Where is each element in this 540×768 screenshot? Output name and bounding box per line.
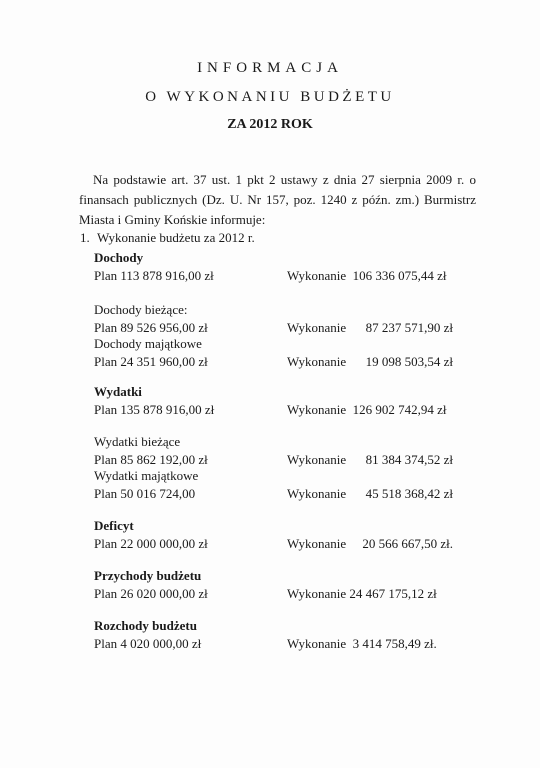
wykonanie-label: Wykonanie [287, 486, 347, 501]
plan-wydatki-biezace: Plan 85 862 192,00 zł [94, 452, 208, 467]
wykonanie-wydatki-majatkowe [287, 486, 453, 502]
section-heading-dochody: Dochody [94, 250, 144, 265]
wykonanie-dochody-biezace [287, 320, 453, 336]
document-title: INFORMACJA [197, 60, 343, 76]
wykonanie-value: 19 098 503,54 zł [365, 354, 454, 369]
plan-deficyt: Plan 22 000 000,00 zł [94, 536, 208, 551]
plan-wydatki: Plan 135 878 916,00 zł [94, 402, 215, 417]
wykonanie-label: Wykonanie [287, 636, 347, 651]
wykonanie-wydatki-biezace [287, 452, 453, 468]
wykonanie-value: 20 566 667,50 zł. [362, 536, 454, 551]
wykonanie-label: Wykonanie [287, 354, 347, 369]
wykonanie-dochody-majatkowe [287, 354, 453, 370]
list-item-text: Wykonanie budżetu za 2012 r. [97, 230, 255, 245]
section-heading-wydatki-majatkowe: Wydatki majątkowe [94, 468, 199, 483]
wykonanie-label: Wykonanie [287, 320, 347, 335]
list-item-number: 1. [80, 230, 90, 245]
section-heading-wydatki: Wydatki [94, 384, 142, 399]
wykonanie-dochody [287, 268, 447, 284]
section-heading-dochody-majatkowe: Dochody majątkowe [94, 336, 202, 351]
wykonanie-value: 3 414 758,49 zł. [352, 636, 437, 651]
wykonanie-label: Wykonanie [287, 452, 347, 467]
document-subtitle: O WYKONANIU BUDŻETU [145, 89, 395, 105]
plan-wydatki-majatkowe: Plan 50 016 724,00 [94, 486, 196, 501]
wykonanie-value: 126 902 742,94 zł [352, 402, 447, 417]
plan-przychody: Plan 26 020 000,00 zł [94, 586, 208, 601]
document-year: ZA 2012 ROK [227, 117, 313, 132]
wykonanie-value: 81 384 374,52 zł [365, 452, 454, 467]
section-heading-deficyt: Deficyt [94, 518, 134, 533]
plan-dochody-biezace: Plan 89 526 956,00 zł [94, 320, 208, 335]
plan-rozchody: Plan 4 020 000,00 zł [94, 636, 202, 651]
wykonanie-label: Wykonanie [287, 268, 347, 283]
wykonanie-przychody [287, 586, 437, 602]
wykonanie-label: Wykonanie [287, 536, 347, 551]
wykonanie-rozchody [287, 636, 437, 652]
plan-dochody-majatkowe: Plan 24 351 960,00 zł [94, 354, 208, 369]
section-heading-przychody: Przychody budżetu [94, 568, 202, 583]
intro-paragraph [79, 170, 476, 230]
intro-text: Na podstawie art. 37 ust. 1 pkt 2 ustawy z dnia 27 sierpnia 2009 r. o finansach publicznych (Dz. U. Nr 157, poz. 1240 z późn. zm.) Burmistrz Miasta i Gminy Końskie informuje: [79, 172, 476, 227]
wykonanie-label: Wykonanie [287, 402, 347, 417]
section-heading-wydatki-biezace: Wydatki bieżące [94, 434, 181, 449]
wykonanie-deficyt [287, 536, 453, 552]
wykonanie-value: 45 518 368,42 zł [365, 486, 454, 501]
section-heading-dochody-biezace: Dochody bieżące: [94, 302, 188, 317]
wykonanie-wydatki [287, 402, 447, 418]
wykonanie-value: 106 336 075,44 zł [352, 268, 447, 283]
wykonanie-value: 87 237 571,90 zł [365, 320, 454, 335]
plan-dochody: Plan 113 878 916,00 zł [94, 268, 214, 283]
wykonanie-label: Wykonanie [287, 586, 347, 601]
list-item-1 [80, 230, 255, 246]
section-heading-rozchody: Rozchody budżetu [94, 618, 197, 633]
wykonanie-value: 24 467 175,12 zł [349, 586, 437, 601]
